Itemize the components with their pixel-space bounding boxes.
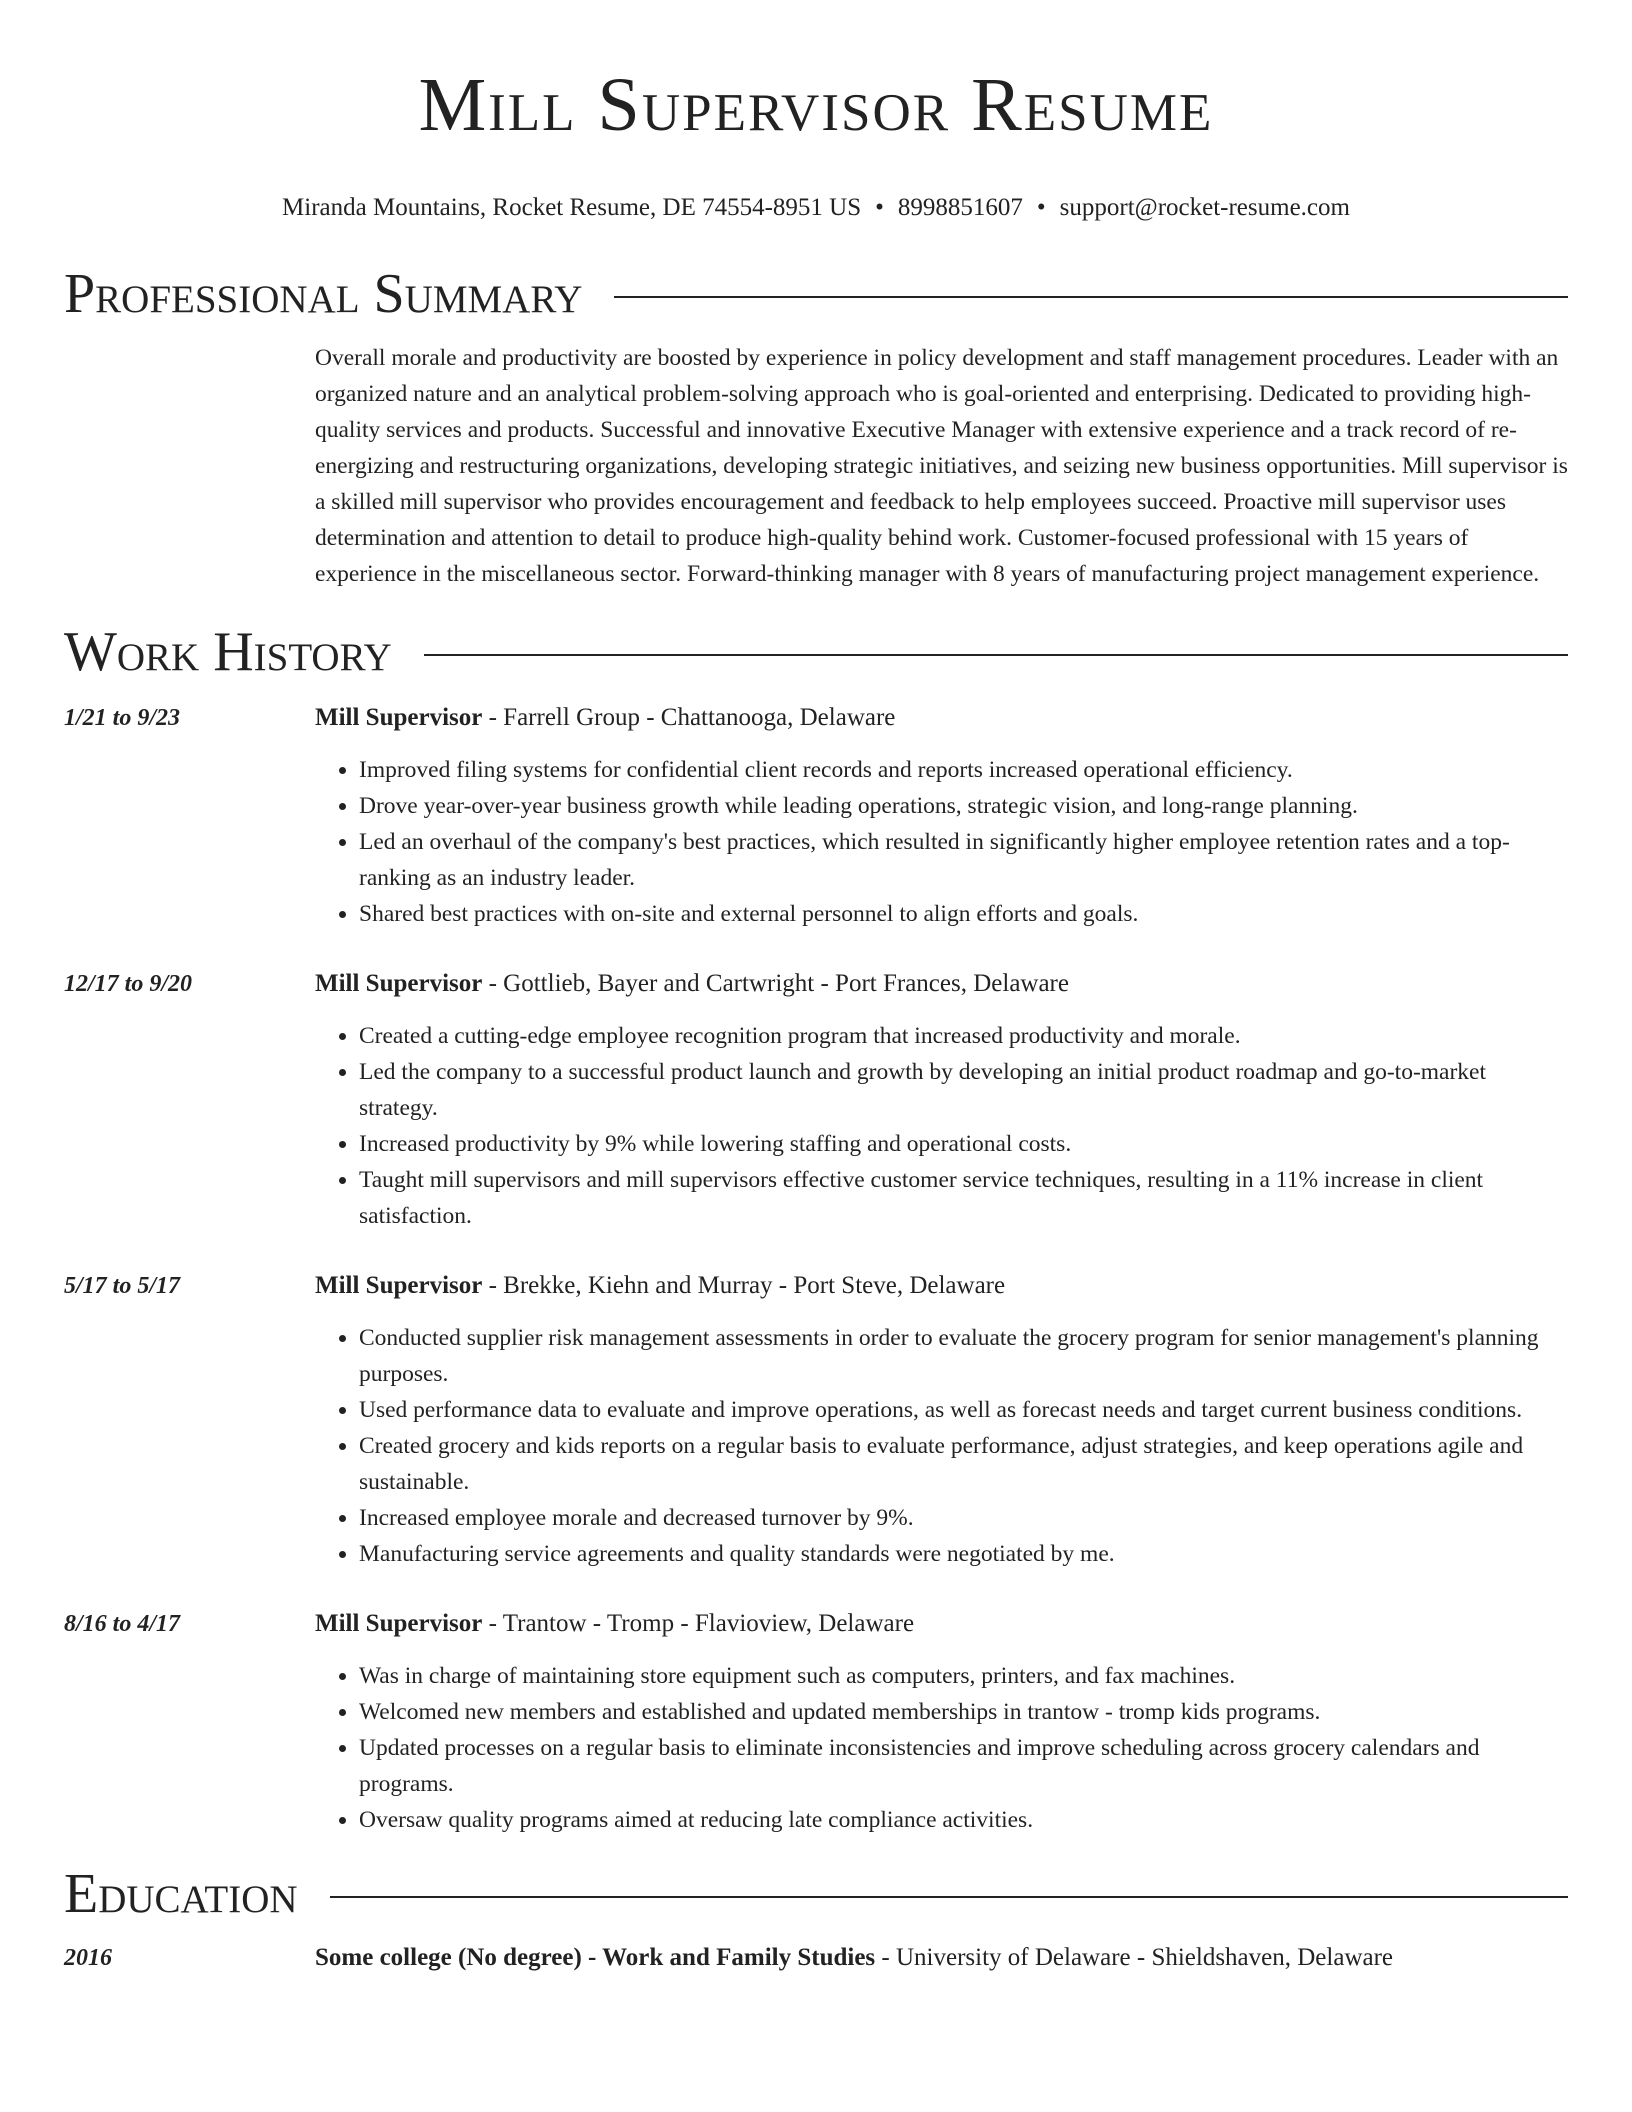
job-body <box>315 1606 1568 1838</box>
education-institution: - University of Delaware - Shieldshaven, Delaware <box>875 1944 1394 1971</box>
contact-separator: • <box>1036 194 1046 221</box>
job-duty: • Increased productivity by 9% while lowering staffing and operational costs. <box>359 1126 1568 1162</box>
job-entry <box>64 1268 1568 1572</box>
job-title-line <box>315 966 1568 1002</box>
summary-text: Overall morale and productivity are boosted by experience in policy development and staff management procedures. Leader with an organized nature and an analytical problem-solving approach who is goal-oriented and enterprising. Dedicated to providing high-quality services and products. Successful and innovative Executive Manager with extensive experience and a track record of re-energizing and restructuring organizations, developing strategic initiatives, and seizing new business opportunities. Mill supervisor is a skilled mill supervisor who provides encouragement and feedback to help employees succeed. Proactive mill supervisor uses determination and attention to detail to produce high-quality behind work. Customer-focused professional with 15 years of experience in the miscellaneous sector. Forward-thinking manager with 8 years of manufacturing project management experience. <box>315 345 1568 587</box>
job-duties <box>315 1018 1568 1234</box>
job-title-line <box>315 1268 1568 1304</box>
job-duties <box>315 1320 1568 1572</box>
job-entry <box>64 966 1568 1234</box>
section-divider <box>424 654 1568 656</box>
job-employer: - Trantow - Tromp - Flavioview, Delaware <box>482 1610 915 1637</box>
job-duty: • Led an overhaul of the company's best practices, which resulted in significantly higher employee retention rates and a top-ranking as an industry leader. <box>359 824 1568 896</box>
job-title-line <box>315 700 1568 736</box>
job-title: Mill Supervisor <box>315 1272 483 1299</box>
job-duty: • Created a cutting-edge employee recognition program that increased productivity and morale. <box>359 1018 1568 1054</box>
job-title-line <box>315 1606 1568 1642</box>
job-duties <box>315 752 1568 932</box>
job-dates: 8/16 to 4/17 <box>64 1611 181 1637</box>
job-dates: 12/17 to 9/20 <box>64 971 193 997</box>
job-title: Mill Supervisor <box>315 704 483 731</box>
job-duty: • Shared best practices with on-site and external personnel to align efforts and goals. <box>359 896 1568 932</box>
job-duty: • Led the company to a successful product launch and growth by developing an initial product roadmap and go-to-market strategy. <box>359 1054 1568 1126</box>
job-entry <box>64 1606 1568 1838</box>
section-title: Professional Summary <box>64 263 583 325</box>
job-duty: • Increased employee morale and decreased turnover by 9%. <box>359 1500 1568 1536</box>
education-line <box>315 1940 1568 1976</box>
contact-phone: 8998851607 <box>897 194 1023 221</box>
contact-email: support@rocket-resume.com <box>1059 194 1350 221</box>
job-duty: • Drove year-over-year business growth while leading operations, strategic vision, and long-range planning. <box>359 788 1568 824</box>
summary-section-heading <box>64 262 1568 326</box>
job-title: Mill Supervisor <box>315 1610 483 1637</box>
education-body <box>315 1940 1568 1976</box>
job-employer: - Farrell Group - Chattanooga, Delaware <box>482 704 896 731</box>
contact-address: Miranda Mountains, Rocket Resume, DE 74554-8951 US <box>282 194 862 221</box>
job-dates: 5/17 to 5/17 <box>64 1273 181 1299</box>
job-duty: • Oversaw quality programs aimed at reducing late compliance activities. <box>359 1802 1568 1838</box>
contact-separator: • <box>875 194 884 221</box>
job-body <box>315 700 1568 932</box>
section-title: Work History <box>64 621 392 683</box>
job-duty: • Manufacturing service agreements and quality standards were negotiated by me. <box>359 1536 1568 1572</box>
education-year: 2016 <box>64 1945 112 1971</box>
section-divider <box>614 296 1568 298</box>
job-body <box>315 1268 1568 1572</box>
job-body <box>315 966 1568 1234</box>
job-duties <box>315 1658 1568 1838</box>
job-duty: • Welcomed new members and established and updated memberships in trantow - tromp kids programs. <box>359 1694 1568 1730</box>
job-duty: • Taught mill supervisors and mill supervisors effective customer service techniques, resulting in a 11% increase in client satisfaction. <box>359 1162 1568 1234</box>
section-divider <box>330 1896 1568 1898</box>
contact-line <box>0 192 1632 224</box>
job-duty: • Was in charge of maintaining store equipment such as computers, printers, and fax machines. <box>359 1658 1568 1694</box>
job-employer: - Brekke, Kiehn and Murray - Port Steve, Delaware <box>482 1272 1006 1299</box>
education-degree: Some college (No degree) - Work and Family Studies <box>315 1944 876 1971</box>
job-duty: • Conducted supplier risk management assessments in order to evaluate the grocery program for senior management's planning purposes. <box>359 1320 1568 1392</box>
job-employer: - Gottlieb, Bayer and Cartwright - Port Frances, Delaware <box>482 970 1069 997</box>
education-entry <box>64 1940 1568 1976</box>
education-section-heading <box>64 1862 1568 1926</box>
job-title: Mill Supervisor <box>315 970 483 997</box>
work-history-section-heading <box>64 620 1568 684</box>
job-duty: • Updated processes on a regular basis to eliminate inconsistencies and improve scheduling across grocery calendars and programs. <box>359 1730 1568 1802</box>
job-duty: • Created grocery and kids reports on a regular basis to evaluate performance, adjust strategies, and keep operations agile and sustainable. <box>359 1428 1568 1500</box>
section-title: Education <box>64 1863 298 1925</box>
job-dates: 1/21 to 9/23 <box>64 705 181 731</box>
job-duty: • Improved filing systems for confidential client records and reports increased operational efficiency. <box>359 752 1568 788</box>
job-duty: • Used performance data to evaluate and improve operations, as well as forecast needs and target current business conditions. <box>359 1392 1568 1428</box>
resume-title: Mill Supervisor Resume <box>418 63 1214 147</box>
job-entry <box>64 700 1568 932</box>
